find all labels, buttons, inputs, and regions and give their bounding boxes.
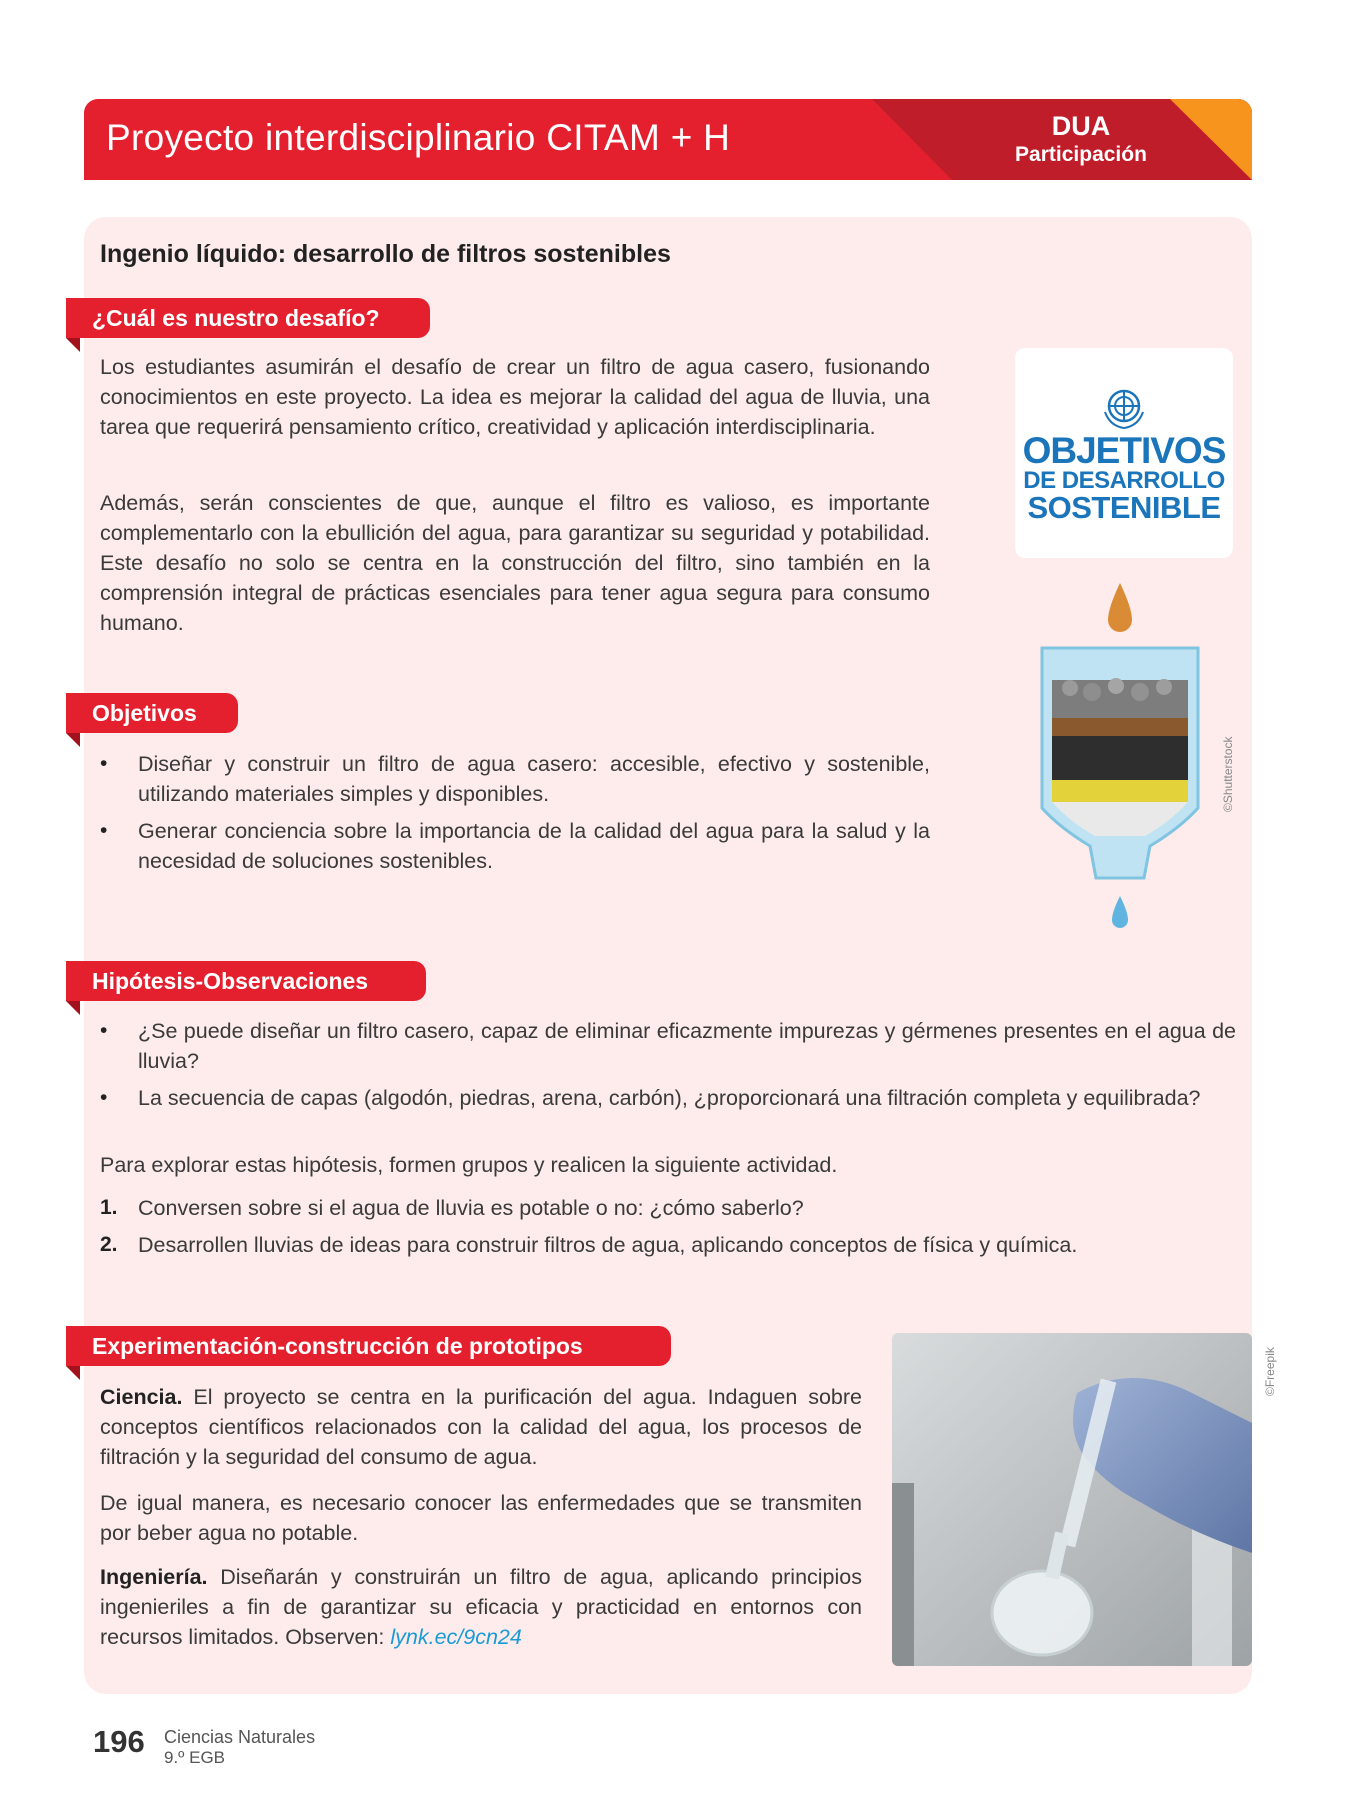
tab-fold [66,338,80,352]
photo-credit: ©Freepik [1263,1347,1277,1396]
objectives-list [100,749,930,876]
challenge-paragraph-1: Los estudiantes asumirán el desafío de crear un filtro de agua casero, fusionando conocimientos en este proyecto. La idea es mejorar la calidad del agua de lluvia, una tarea que requerirá pensamiento crítico, creatividad y aplicación interdisciplinaria. [100,355,930,439]
list-item: • Generar conciencia sobre la importancia de la calidad del agua para la salud y la necesidad de soluciones sostenibles. [100,819,930,873]
tab-fold [66,1366,80,1380]
list-item: • ¿Se puede diseñar un filtro casero, capaz de eliminar eficazmente impurezas y gérmenes presentes en el agua de lluvia? [100,1019,1236,1073]
dua-badge-title: DUA [1051,111,1111,141]
tab-fold [66,733,80,747]
list-item: 1. Conversen sobre si el agua de lluvia es potable o no: ¿cómo saberlo? [100,1196,804,1220]
page-title: Proyecto interdisciplinario CITAM + H [106,117,731,158]
science-paragraph: Ciencia. El proyecto se centra en la purificación del agua. Indaguen sobre conceptos científicos relacionados con la calidad del agua, los procesos de filtración y la seguridad del consumo de agua. [100,1385,862,1469]
resource-link[interactable]: lynk.ec/9cn24 [390,1625,522,1649]
footer-subject: Ciencias Naturales [164,1727,316,1747]
list-item: • Diseñar y construir un filtro de agua casero: accesible, efectivo y sostenible, utilizando materiales simples y disponibles. [100,752,930,806]
water-filter-illustration [1030,578,1210,938]
section-heading-challenge: ¿Cuál es nuestro desafío? [66,298,430,338]
engineering-paragraph: Ingeniería. Diseñarán y construirán un filtro de agua, aplicando principios ingenieriles a fin de garantizar su eficacia y practicidad en entornos con recursos limitados. Observen: lynk.ec/9cn24 [100,1565,862,1649]
sdg-logo-line1: OBJETIVOS [1022,430,1226,471]
diseases-paragraph: De igual manera, es necesario conocer las enfermedades que se transmiten por beber agua no potable. [100,1491,862,1545]
section-heading-experimentation: Experimentación-construcción de prototipos [66,1326,671,1366]
engineering-label: Ingeniería. [100,1565,208,1589]
page-number: 196 [93,1724,145,1759]
main-title: Ingenio líquido: desarrollo de filtros sostenibles [100,240,671,268]
list-item: 2. Desarrollen lluvias de ideas para construir filtros de agua, aplicando conceptos de física y química. [100,1233,1078,1257]
un-emblem-icon [1100,386,1148,430]
science-label: Ciencia. [100,1385,183,1409]
lab-flask-photo [892,1333,1252,1666]
hypothesis-intro: Para explorar estas hipótesis, formen grupos y realicen la siguiente actividad. [100,1153,838,1177]
sdg-logo-line2: DE DESARROLLO [1023,467,1225,494]
section-heading-hypothesis: Hipótesis-Observaciones [66,961,426,1001]
hypothesis-list [100,1016,1236,1113]
activity-steps [100,1193,1236,1260]
section-heading-objectives: Objetivos [66,693,238,733]
sdg-logo-line3: SOSTENIBLE [1027,490,1221,525]
footer-grade: 9.º EGB [164,1748,226,1767]
list-item: • La secuencia de capas (algodón, piedras, arena, carbón), ¿proporcionará una filtración completa y equilibrada? [100,1086,1201,1110]
dua-badge-subtitle: Participación [1015,143,1147,166]
challenge-paragraph-2: Además, serán conscientes de que, aunque el filtro es valioso, es importante complementarlo con la ebullición del agua, para garantizar su seguridad y potabilidad. Este desafío no solo se centra en la construcción del filtro, sino también en la comprensión integral de prácticas esenciales para tener agua segura para consumo humano. [100,491,930,635]
tab-fold [66,1001,80,1015]
filter-credit: ©Shutterstock [1221,736,1235,812]
